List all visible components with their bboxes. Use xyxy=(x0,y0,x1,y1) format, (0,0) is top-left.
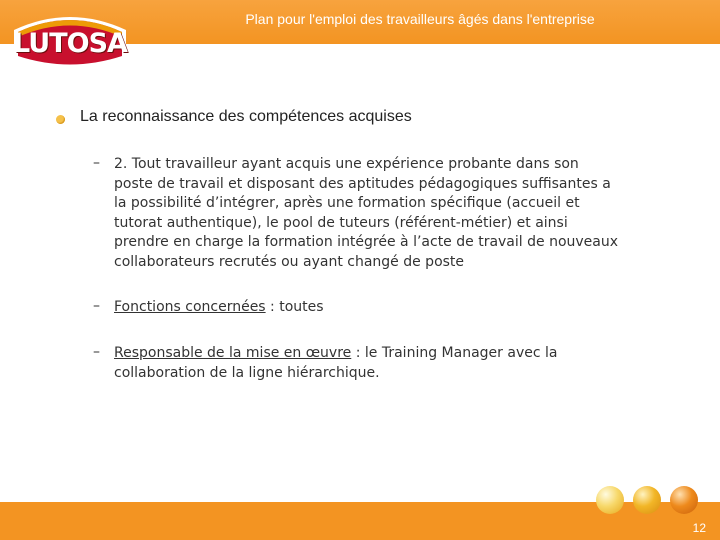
text-line: collaborateurs recrutés ou ayant changé de poste xyxy=(114,253,465,270)
dash-icon: – xyxy=(93,298,100,314)
lutosa-logo xyxy=(10,8,130,76)
text-line: poste de travail et disposant des aptitudes pédagogiques suffisantes a xyxy=(114,175,611,192)
page-number: 12 xyxy=(692,521,706,535)
decorative-orb-icon xyxy=(633,486,661,514)
item-label: Responsable de la mise en œuvre xyxy=(114,345,352,361)
list-item xyxy=(114,155,624,272)
item-text: : le Training Manager avec la xyxy=(351,345,558,361)
dash-icon: – xyxy=(93,155,100,171)
logo-text: LUTOSA xyxy=(13,28,127,59)
item-label: Fonctions concernées xyxy=(114,299,266,315)
dash-icon: – xyxy=(93,344,100,360)
text-line: 2. Tout travailleur ayant acquis une expérience probante dans son xyxy=(114,156,579,172)
bullet-icon xyxy=(56,115,65,124)
section-heading: La reconnaissance des compétences acquises xyxy=(80,108,412,125)
decorative-orb-icon xyxy=(670,486,698,514)
slide-title: Plan pour l'emploi des travailleurs âgés dans l'entreprise xyxy=(245,11,595,27)
text-line: la possibilité d’intégrer, après une formation spécifique (accueil et xyxy=(114,195,580,211)
item-text: : toutes xyxy=(265,299,324,315)
list-item xyxy=(114,344,624,383)
text-line: collaboration de la ligne hiérarchique. xyxy=(114,364,380,381)
decorative-orb-icon xyxy=(596,486,624,514)
list-item xyxy=(114,298,624,318)
text-line: tutorat authentique), le pool de tuteurs (référent-métier) et ainsi xyxy=(114,214,568,231)
text-line: prendre en charge la formation intégrée à l’acte de travail de nouveaux xyxy=(114,234,619,250)
